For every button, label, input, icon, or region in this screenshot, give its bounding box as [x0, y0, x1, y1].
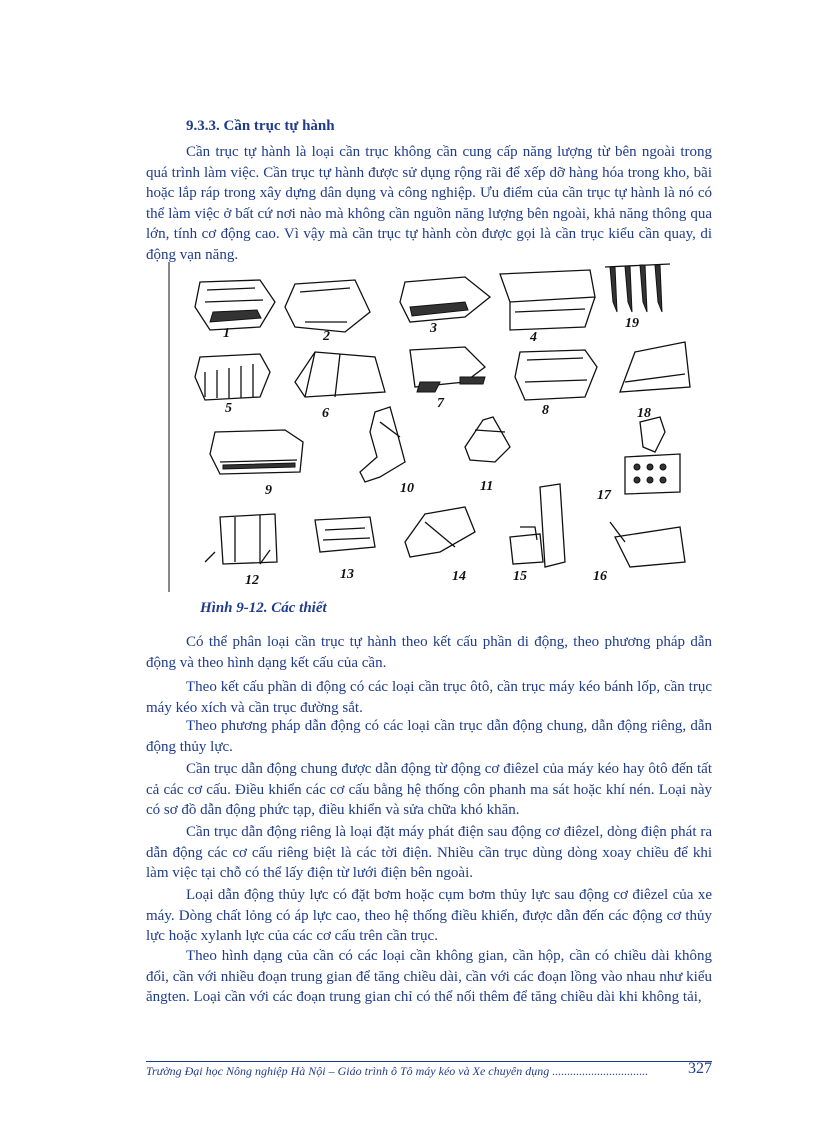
label-2: 2 [323, 329, 330, 344]
item-8-bucket [515, 350, 597, 400]
item-16-plow [610, 522, 685, 567]
item-1-bucket [195, 280, 275, 330]
item-3-bucket [400, 277, 490, 322]
label-18: 18 [637, 406, 651, 421]
item-15-mast [510, 484, 565, 567]
item-11-grab [465, 417, 510, 462]
label-12: 12 [245, 573, 259, 588]
item-6-blade [295, 352, 385, 397]
item-12-fork [205, 514, 277, 564]
label-11: 11 [480, 479, 494, 494]
paragraph-drive-method: Theo phương pháp dẫn động có các loại cần trục dẫn động chung, dẫn động riêng, dẫn động thủy lực. [146, 718, 712, 755]
label-13: 13 [340, 567, 354, 582]
footer-text: Trường Đại học Nông nghiệp Hà Nội – Giáo trình ô Tô máy kéo và Xe chuyên dụng ................................ [146, 1064, 649, 1078]
paragraph-hydraulic-drive: Loại dẫn động thủy lực có đặt bơm hoặc cụm bơm thủy lực sau động cơ điêzel của xe máy. Dòng chất lỏng có áp lực cao, theo hệ thống điều khiển, được dẫn đến các động cơ thủy lực hoặc xylanh lực của các cơ cấu trên cần trục. [146, 887, 712, 944]
item-17-snow-blower [625, 417, 680, 494]
paragraph-separate-drive: Cần trục dẫn động riêng là loại đặt máy phát điện sau động cơ điêzel, dòng điện phát ra dẫn động các cơ cấu riêng biệt là các tời điện. Nhiều cần trục dùng dòng xoay chiều để khi làm việc tại chỗ có thể lấy điện từ lưới điện bên ngoài. [146, 824, 712, 881]
item-2-bucket [285, 280, 370, 332]
item-9-bucket [210, 430, 303, 474]
label-10: 10 [400, 481, 414, 496]
label-17: 17 [597, 488, 611, 503]
attachments-drawing [165, 262, 705, 597]
label-5: 5 [225, 401, 232, 416]
label-8: 8 [542, 403, 549, 418]
paragraph-mobile-structure: Theo kết cấu phần di động có các loại cần trục ôtô, cần trục máy kéo bánh lốp, cần trục máy kéo xích và cần trục đường sắt. [146, 679, 712, 716]
section-heading: 9.3.3. Cần trục tự hành [186, 118, 335, 134]
label-7: 7 [437, 396, 444, 411]
paragraph-intro: Cần trục tự hành là loại cần trục không cần cung cấp năng lượng từ bên ngoài trong quá trình làm việc. Cần trục tự hành được sử dụng rộng rãi để xếp dỡ hàng hóa trong kho, bãi hoặc lắp ráp trong xây dựng dân dụng và công nghiệp. Ưu điểm của cần trục tự hành là nó có thể làm việc ở bất cứ nơi nào mà không cần nguồn năng lượng bên ngoài, khả năng thông qua lớn, tính cơ động cao. Vì vậy mà cần trục tự hành còn được gọi là cần trục kiểu cần quay, di động vạn năng. [146, 144, 712, 263]
label-6: 6 [322, 406, 329, 421]
paragraph-classification: Có thể phân loại cần trục tự hành theo kết cấu phần di động, theo phương pháp dẫn động và theo hình dạng kết cấu của cần. [146, 634, 712, 671]
page-footer [146, 1061, 712, 1079]
item-19-ripper [605, 264, 670, 312]
item-13-hook [315, 517, 375, 552]
label-9: 9 [265, 483, 272, 498]
item-7-bucket [410, 347, 485, 392]
label-16: 16 [593, 569, 607, 584]
label-3: 3 [430, 321, 437, 336]
paragraph-common-drive: Cần trục dẫn động chung được dẫn động từ động cơ điêzel của máy kéo hay ôtô đến tất cả các cơ cấu. Điều khiển các cơ cấu bằng hệ thống côn phanh ma sát hoặc khí nén. Loại này có sơ đồ dẫn động phức tạp, điều khiển và sửa chữa khó khăn. [146, 761, 712, 818]
item-5-rake-bucket [195, 354, 270, 400]
paragraph-boom-shape: Theo hình dạng của cần có các loại cần không gian, cần hộp, cần có chiều dài không đổi, cần với nhiều đoạn trung gian để tăng chiều dài, cần với các đoạn lồng vào nhau như kiểu ăngten. Loại cần với các đoạn trung gian chỉ có thể nối thêm để tăng chiều dài khi không tải, [146, 948, 712, 1005]
label-19: 19 [625, 316, 639, 331]
label-4: 4 [530, 330, 537, 345]
label-14: 14 [452, 569, 466, 584]
item-10-backhoe [360, 407, 405, 482]
item-18-bucket [620, 342, 690, 392]
item-14-clamp [405, 507, 475, 557]
page-number: 327 [688, 1061, 712, 1077]
label-15: 15 [513, 569, 527, 584]
label-1: 1 [223, 326, 230, 341]
figure-caption: Hình 9-12. Các thiết [200, 600, 327, 616]
item-4-bucket [500, 270, 595, 330]
figure-attachments [165, 262, 705, 597]
